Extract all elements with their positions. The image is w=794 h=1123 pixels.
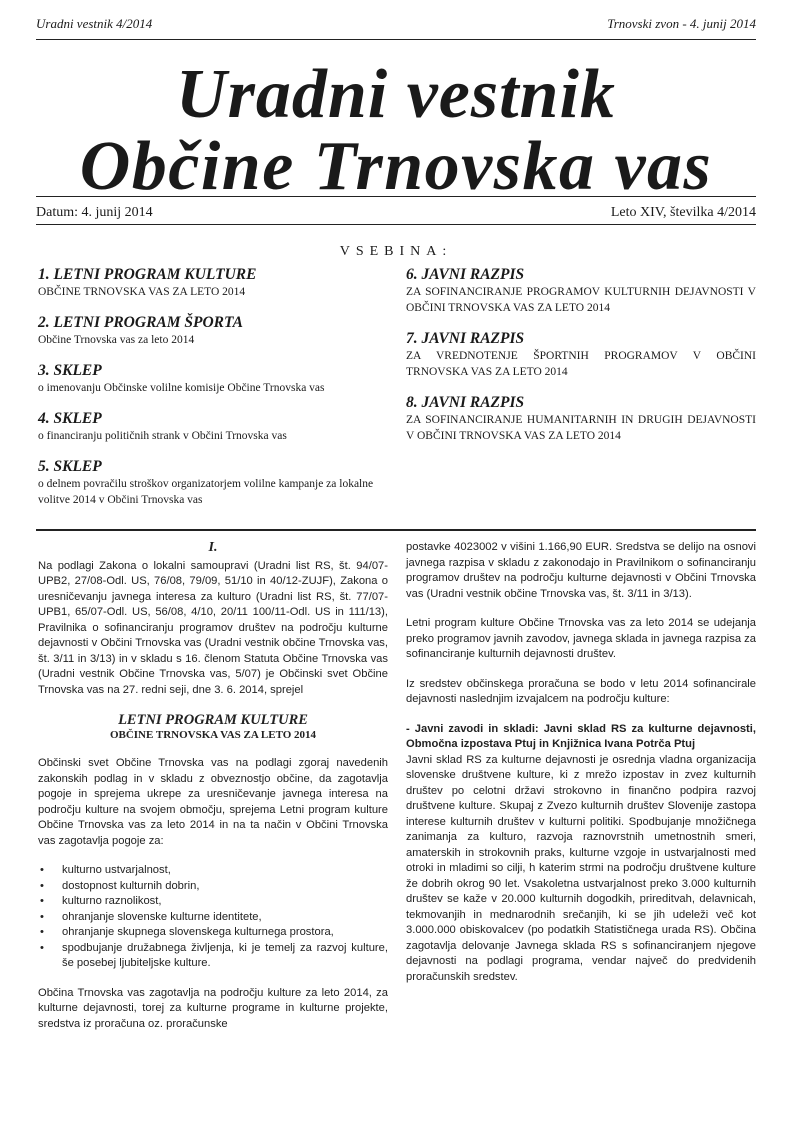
toc-item-heading: 8. JAVNI RAZPIS [406, 394, 525, 411]
dateline [36, 196, 756, 225]
masthead [36, 56, 756, 205]
header-date: Trnovski zvon - 4. junij 2014 [607, 16, 756, 31]
issue-number: Leto XIV, številka 4/2014 [610, 205, 756, 220]
paragraph: Občinski svet Občine Trnovska vas na podlagi zgoraj navedenih zakonskih podlag in v skladu z obveznostjo občine, da zagotavlja pogoje in sprejema ukrepe za uresničevanje javnega interesa na področju kulture na svojem območju, sprejema Letni program kulture Občine Trnovska vas za leto 2014 in na ta način v Občini Trnovska vas zagotavlja pogoje za: [38, 757, 388, 847]
toc-item-desc: ZA VREDNOTENJE ŠPORTNIH PROGRAMOV V OBČINI TRNOVSKA VAS ZA LETO 2014 [406, 350, 756, 378]
toc-item [38, 362, 388, 396]
paragraph: Letni program kulture Občine Trnovska vas za leto 2014 se udejanja preko programov javnih zavodov, javnega sklada in javnega razpisa za sofinanciranje kulturnih dejavnosti društev. [406, 617, 756, 660]
article-title-block [38, 712, 388, 742]
masthead-line-2: Občine Trnovska vas [79, 128, 713, 205]
toc-item [38, 314, 388, 348]
toc-item [38, 410, 388, 444]
article-subtitle: OBČINE TRNOVSKA VAS ZA LETO 2014 [109, 729, 317, 741]
paragraph: Občina Trnovska vas zagotavlja na področju kulture za leto 2014, za kulturne dejavnosti, torej za kulturne programe in kulturne projekte, sredstva iz proračuna oz. proračunske [38, 986, 388, 1030]
section-number: I. [208, 540, 218, 555]
toc-item-desc: o delnem povračilu stroškov organizatorjem volilne kampanje za lokalne volitve 2014 v Občini Trnovska vas [38, 478, 374, 506]
toc-item-desc: ZA SOFINANCIRANJE PROGRAMOV KULTURNIH DEJAVNOSTI V OBČINI TRNOVSKA VAS ZA LETO 2014 [406, 286, 756, 314]
list-item: • ohranjanje slovenske kulturne identitete, [38, 910, 388, 926]
list-item: • spodbujanje družabnega življenja, ki je temelj za razvoj kulture, še posebej ljubiteljske kulture. [38, 941, 388, 972]
running-header [36, 14, 756, 40]
toc-item-heading: 2. LETNI PROGRAM ŠPORTA [38, 314, 243, 331]
toc-item-heading: 1. LETNI PROGRAM KULTURE [38, 266, 257, 283]
toc-item [38, 266, 388, 300]
toc-item-desc: o imenovanju Občinske volilne komisije Občine Trnovska vas [38, 382, 325, 394]
bullet-list [38, 863, 388, 972]
toc-left-column [38, 266, 388, 522]
toc-title: VSEBINA: [339, 244, 453, 259]
toc-item-heading: 7. JAVNI RAZPIS [406, 330, 525, 347]
issue-date: Datum: 4. junij 2014 [36, 205, 153, 220]
body-column-left [38, 540, 388, 1046]
body-column-right [406, 540, 756, 999]
toc-item [38, 458, 388, 508]
toc-item [406, 394, 756, 444]
list-item: • kulturno ustvarjalnost, [38, 863, 388, 879]
paragraph: Javni sklad RS za kulturne dejavnosti je osrednja vladna organizacija slovenske društvene kulture, ki z mrežo izpostav in zvez kulturnih društev po celotni državi strokovno in finančno podpira razvoj društvene kulture. Skupaj z Zvezo kulturnih društev Slovenije zastopa interese kulturnih društev v kulturni politiki. Spodbujanje množičnega zanimanja za kulturo, razvoja raznovrstnih umetnostnih smeri, amaterskih in strokovnih praks, kulturne vzgoje in ustvarjalnosti med otroki in mladimi so cilji, h katerim strmi na področju društvene kulture že dobrih okrog 90 let. Vsakoletna ustvarjalnost preko 3.000 kulturnih društev se kaže v 20.000 kulturnih dogodkih, prireditvah, delavnicah, tekmovanjih in mednarodnih srečanjih, ki se jih udeleži več kot 3.000.000 obiskovalcev (po podatkih Statističnega urada RS). Občina zagotavlja delovanje Javnega sklada RS s sofinanciranjem njegove dejavnosti na podlagi programa, vendar največ do predvidenih proračunskih sredstev. [406, 753, 756, 983]
list-item: • dostopnost kulturnih dobrin, [38, 879, 388, 895]
toc-right-column [406, 266, 756, 458]
toc-item-desc: o financiranju političnih strank v Občini Trnovska vas [38, 430, 287, 442]
list-item: • kulturno raznolikost, [38, 894, 388, 910]
toc-item [406, 266, 756, 316]
toc-item-heading: 6. JAVNI RAZPIS [406, 266, 525, 283]
header-issue: Uradni vestnik 4/2014 [36, 16, 153, 31]
toc-item-heading: 5. SKLEP [38, 458, 102, 475]
toc-item [406, 330, 756, 380]
toc-item-desc: OBČINE TRNOVSKA VAS ZA LETO 2014 [38, 286, 246, 298]
toc-item-heading: 4. SKLEP [38, 410, 102, 427]
intro-paragraph: Na podlagi Zakona o lokalni samoupravi (Uradni list RS, št. 94/07-UPB2, 27/08-Odl. US, 76/08, 79/09, 51/10 in 40/12-ZUJF), Zakona o uresničevanju javnega interesa za kulturo (Uradni list RS, št. 77/07-UPB1, 65/07-Odl. US, 56/08, 4/10, 20/11 100/11-Odl. US in 111/13), Pravilnika o sofinanciranju programov društev na področju kulturne dejavnosti v Občini Trnovska vas (Uradni vestnik občine Trnovska vas, št. 3/11 in 3/13) in v skladu s 16. členom Statuta Občine Trnovska vas (Uradni vestnik Občine Trnovska vas, 5/07) je Občinski svet Občine Trnovska vas na 27. redni seji, dne 3. 6. 2014, sprejel [38, 559, 388, 696]
toc-item-desc: Občine Trnovska vas za leto 2014 [38, 334, 195, 346]
paragraph: postavke 4023002 v višini 1.166,90 EUR. Sredstva se delijo na osnovi javnega razpisa v skladu z zakonodajo in Pravilnikom o sofinanciranju programov društev na področju kulturne dejavnosti v Občini Trnovska vas (Uradni vestnik občine Trnovska vas, št. 3/11 in 3/13). [406, 541, 756, 600]
subsection-heading: - Javni zavodi in skladi: Javni sklad RS za kulturne dejavnosti, Območna izpostava Ptuj in Knjižnica Ivana Potrča Ptuj [406, 722, 756, 750]
paragraph: Iz sredstev občinskega proračuna se bodo v letu 2014 sofinancirale dejavnosti naslednjim izvajalcem na področju kulture: [406, 677, 756, 705]
article-title: LETNI PROGRAM KULTURE [118, 712, 308, 728]
masthead-line-1: Uradni vestnik [176, 56, 616, 133]
section-divider [36, 529, 756, 531]
list-item: • ohranjanje skupnega slovenskega kulturnega prostora, [38, 925, 388, 941]
toc-item-desc: ZA SOFINANCIRANJE HUMANITARNIH IN DRUGIH DEJAVNOSTI V OBČINI TRNOVSKA VAS ZA LETO 2014 [406, 414, 756, 442]
toc-item-heading: 3. SKLEP [38, 362, 102, 379]
